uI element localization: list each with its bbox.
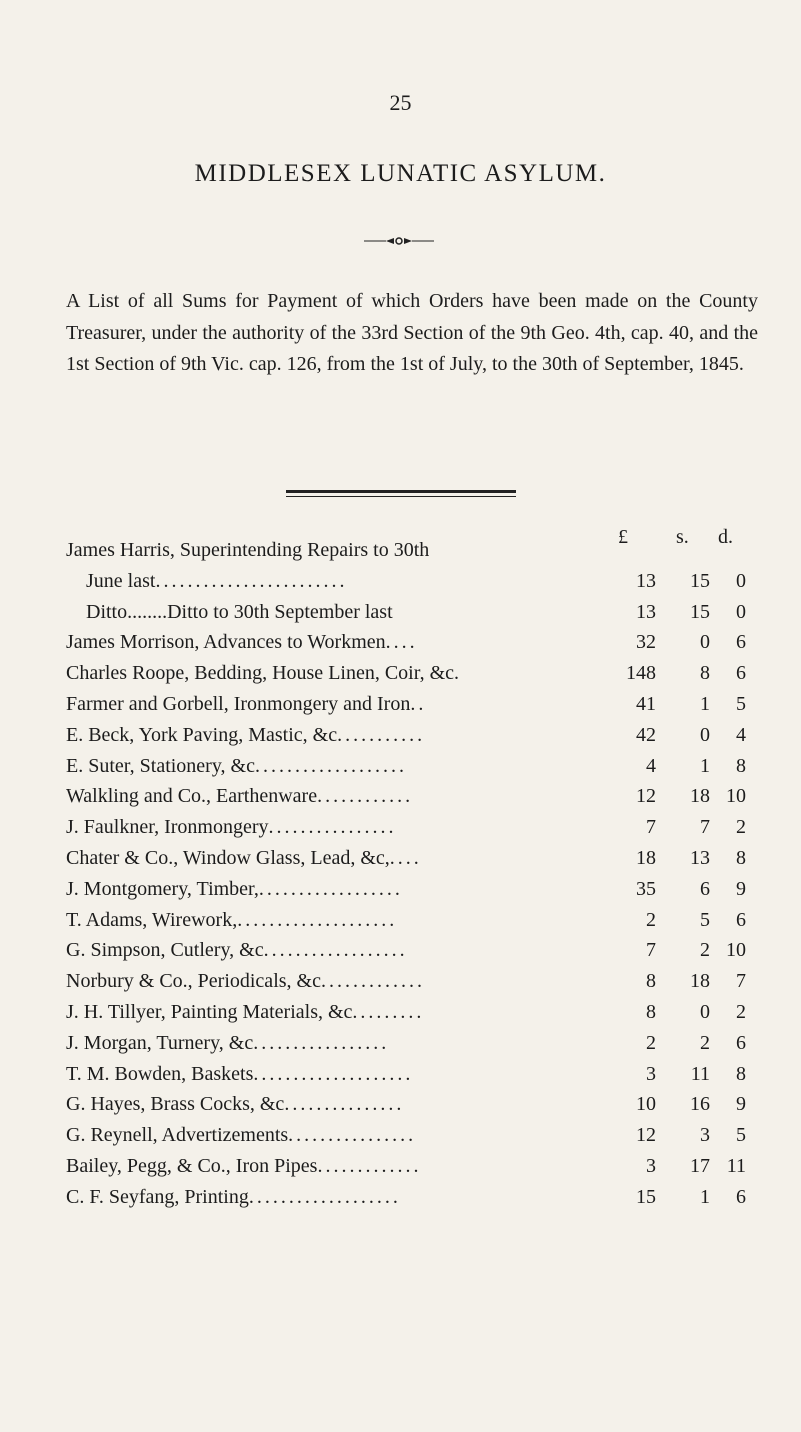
amount-pence: 9 <box>736 877 746 900</box>
amount-shillings: 0 <box>700 631 710 654</box>
amount-pence: 0 <box>736 569 746 592</box>
amount-pounds: 4 <box>646 754 656 777</box>
entry-description <box>66 1151 421 1182</box>
entry-text: G. Hayes, Brass Cocks, &c <box>66 1093 285 1116</box>
payment-entry <box>0 689 801 720</box>
amount-shillings: 8 <box>700 662 710 685</box>
amount-shillings: 17 <box>690 1154 710 1177</box>
amount-pence: 2 <box>736 1000 746 1023</box>
entry-text: E. Beck, York Paving, Mastic, &c <box>66 723 338 746</box>
entry-description <box>66 751 407 782</box>
entry-text: C. F. Seyfang, Printing <box>66 1185 249 1208</box>
payment-entry <box>0 1151 801 1182</box>
payment-entry <box>0 1059 801 1090</box>
payment-entry <box>0 843 801 874</box>
amount-shillings: 0 <box>700 1000 710 1023</box>
amount-pounds: 12 <box>636 785 656 808</box>
amount-pounds: 2 <box>646 1031 656 1054</box>
entry-description <box>66 997 424 1028</box>
entry-description <box>66 535 429 566</box>
amount-pounds: 7 <box>646 939 656 962</box>
amount-pence: 2 <box>736 816 746 839</box>
payment-entry <box>0 781 801 812</box>
dot-leader: .... <box>389 846 422 869</box>
amount-pounds: 7 <box>646 816 656 839</box>
amount-pence: 8 <box>736 1062 746 1085</box>
payment-entry <box>0 720 801 751</box>
payment-entry <box>0 658 801 689</box>
amount-pounds: 10 <box>636 1093 656 1116</box>
dot-leader: ................... <box>248 1185 401 1208</box>
dot-leader: ............. <box>317 1154 422 1177</box>
amount-pence: 6 <box>736 662 746 685</box>
amount-pence: 10 <box>726 939 746 962</box>
amount-pounds: 8 <box>646 1000 656 1023</box>
payment-entry <box>0 905 801 936</box>
amount-shillings: 13 <box>690 846 710 869</box>
payment-entry <box>0 597 801 628</box>
amount-pence: 6 <box>736 1185 746 1208</box>
amount-shillings: 6 <box>700 877 710 900</box>
page-title: MIDDLESEX LUNATIC ASYLUM. <box>194 160 607 187</box>
entry-description <box>66 966 425 997</box>
entry-text: G. Simpson, Cutlery, &c <box>66 939 264 962</box>
entry-text: T. M. Bowden, Baskets <box>66 1062 254 1085</box>
amount-shillings: 18 <box>690 970 710 993</box>
amount-pounds: 41 <box>636 692 656 715</box>
amount-pounds: 32 <box>636 631 656 654</box>
amount-shillings: 11 <box>690 1062 710 1085</box>
dot-leader: ................... <box>254 754 407 777</box>
entry-text: June last <box>86 569 156 592</box>
entry-text: James Morrison, Advances to Workmen <box>66 631 386 654</box>
entry-description <box>66 781 413 812</box>
entry-description <box>66 1059 413 1090</box>
dot-leader: ........... <box>337 723 426 746</box>
entry-text: Chater & Co., Window Glass, Lead, &c, <box>66 846 390 869</box>
amount-shillings: 18 <box>690 785 710 808</box>
entry-text: J. Montgomery, Timber, <box>66 877 259 900</box>
amount-pounds: 18 <box>636 846 656 869</box>
amount-pence: 8 <box>736 846 746 869</box>
page-number: 25 <box>389 90 412 115</box>
amount-shillings: 1 <box>700 754 710 777</box>
entry-description <box>66 1120 416 1151</box>
amount-shillings: 7 <box>700 816 710 839</box>
amount-shillings: 15 <box>690 569 710 592</box>
dot-leader: .................. <box>258 877 403 900</box>
dot-leader: ................. <box>253 1031 390 1054</box>
entry-description <box>66 1028 389 1059</box>
payment-entry <box>0 566 801 597</box>
payment-entry <box>0 751 801 782</box>
entry-text: T. Adams, Wirework, <box>66 908 238 931</box>
dot-leader: .................. <box>263 939 408 962</box>
amount-pounds: 12 <box>636 1124 656 1147</box>
amount-pence: 7 <box>736 970 746 993</box>
amount-pounds: 8 <box>646 970 656 993</box>
amount-pounds: 35 <box>636 877 656 900</box>
entry-text: Farmer and Gorbell, Ironmongery and Iron <box>66 692 411 715</box>
amount-pence: 11 <box>726 1154 746 1177</box>
amount-pounds: 2 <box>646 908 656 931</box>
divider-rule-thick <box>286 490 516 493</box>
dot-leader: .................... <box>237 908 398 931</box>
payment-entry <box>0 1089 801 1120</box>
amount-shillings: 16 <box>690 1093 710 1116</box>
amount-pence: 5 <box>736 692 746 715</box>
entry-description <box>66 658 459 689</box>
amount-pounds: 3 <box>646 1062 656 1085</box>
entry-description <box>86 566 347 597</box>
column-header-pence: d. <box>718 526 733 548</box>
amount-shillings: 5 <box>700 908 710 931</box>
entry-description <box>66 720 425 751</box>
entry-text: James Harris, Superintending Repairs to 30th <box>66 539 430 561</box>
entry-description <box>66 627 418 658</box>
dot-leader: .... <box>385 631 418 654</box>
payment-entry <box>0 812 801 843</box>
entry-description <box>66 905 397 936</box>
dot-leader: ............ <box>317 785 414 808</box>
amount-pence: 5 <box>736 1124 746 1147</box>
dot-leader: ................ <box>268 816 397 839</box>
amount-pence: 0 <box>736 600 746 623</box>
entry-description <box>66 935 408 966</box>
amount-pence: 10 <box>726 785 746 808</box>
entry-text: J. Morgan, Turnery, &c <box>66 1031 254 1054</box>
column-header-shillings: s. <box>676 526 689 548</box>
amount-pence: 6 <box>736 1031 746 1054</box>
payment-entry <box>0 1120 801 1151</box>
entry-description <box>86 597 393 628</box>
payment-entry <box>0 935 801 966</box>
payment-entry <box>0 1028 801 1059</box>
payment-entry <box>0 966 801 997</box>
entry-text: Ditto........Ditto to 30th September last <box>86 600 393 623</box>
amount-pounds: 15 <box>636 1185 656 1208</box>
payment-list <box>0 535 801 1213</box>
entry-text: J. H. Tillyer, Painting Materials, &c <box>66 1000 353 1023</box>
payment-entry <box>0 874 801 905</box>
entry-text: J. Faulkner, Ironmongery <box>66 816 269 839</box>
entry-text: G. Reynell, Advertizements <box>66 1124 289 1147</box>
dot-leader: .................... <box>253 1062 414 1085</box>
entry-text: Walkling and Co., Earthenware <box>66 785 318 808</box>
dot-leader: .. <box>410 692 427 715</box>
amount-pounds: 148 <box>626 662 656 685</box>
ornament-divider <box>364 236 434 246</box>
dot-leader: ........................ <box>155 569 348 592</box>
dot-leader: ................ <box>288 1124 417 1147</box>
amount-shillings: 2 <box>700 1031 710 1054</box>
amount-pence: 6 <box>736 908 746 931</box>
amount-pounds: 13 <box>636 569 656 592</box>
amount-pence: 9 <box>736 1093 746 1116</box>
entry-text: Charles Roope, Bedding, House Linen, Coir, &c. <box>66 662 460 685</box>
amount-pounds: 42 <box>636 723 656 746</box>
amount-shillings: 1 <box>700 692 710 715</box>
amount-pence: 4 <box>736 723 746 746</box>
divider-rule-thin <box>286 496 516 497</box>
payment-entry <box>0 997 801 1028</box>
entry-description <box>66 874 403 905</box>
entry-description <box>66 843 422 874</box>
amount-pounds: 3 <box>646 1154 656 1177</box>
column-header-pounds: £ <box>618 526 628 548</box>
entry-description <box>66 1182 401 1213</box>
entry-description <box>66 812 397 843</box>
dot-leader: ............... <box>284 1093 405 1116</box>
entry-text: Norbury & Co., Periodicals, &c <box>66 970 321 993</box>
intro-paragraph: A List of all Sums for Payment of which Orders have been made on the County Treasurer, under the authority of the 33rd Section of the 9th Geo. 4th, cap. 40, and the 1st Section of 9th Vic. cap. 126, from the 1st of July, to the 30th of September, 1845. <box>66 290 758 375</box>
amount-shillings: 15 <box>690 600 710 623</box>
amount-shillings: 1 <box>700 1185 710 1208</box>
amount-shillings: 0 <box>700 723 710 746</box>
amount-shillings: 3 <box>700 1124 710 1147</box>
entry-description <box>66 689 426 720</box>
payment-entry <box>0 627 801 658</box>
entry-text: E. Suter, Stationery, &c <box>66 754 255 777</box>
amount-pence: 8 <box>736 754 746 777</box>
amount-shillings: 2 <box>700 939 710 962</box>
payment-entry <box>0 535 801 566</box>
entry-text: Bailey, Pegg, & Co., Iron Pipes <box>66 1154 318 1177</box>
amount-pounds: 13 <box>636 600 656 623</box>
dot-leader: ............. <box>320 970 425 993</box>
payment-entry <box>0 1182 801 1213</box>
amount-pence: 6 <box>736 631 746 654</box>
entry-description <box>66 1089 404 1120</box>
dot-leader: ......... <box>352 1000 425 1023</box>
